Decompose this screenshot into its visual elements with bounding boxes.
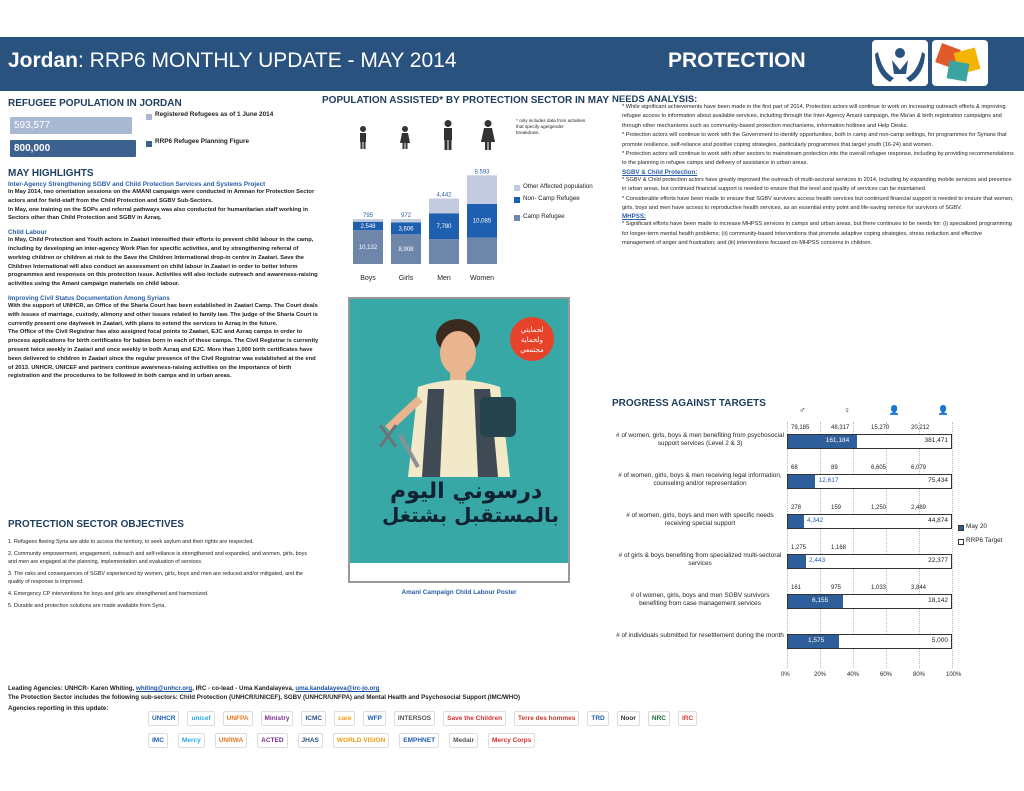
progress-person-icon: 👤 <box>937 405 949 415</box>
progress-person-icon: ♂ <box>799 405 806 415</box>
girl-icon <box>400 126 410 149</box>
amani-campaign-logo <box>932 40 988 86</box>
agency-logo: unicef <box>187 711 214 726</box>
pop-bar-label: 3,606 <box>398 226 414 233</box>
objective-4: 4. Emergency CP interventions for boys and girls are strengthened and harmonized. <box>8 591 209 597</box>
agency-logo: UNFPA <box>223 711 253 726</box>
progress-axis-tick: 60% <box>880 672 893 678</box>
needs-analysis-title: NEEDS ANALYSIS: <box>612 94 698 105</box>
progress-legend-swatch <box>958 539 964 545</box>
agency-logo: INTERSOS <box>394 711 435 726</box>
agencies-reporting-label: Agencies reporting in this update: <box>8 705 109 712</box>
progress-breakdown-value: 1,250 <box>871 505 887 511</box>
poster-caption: Amani Campaign Child Labour Poster <box>401 589 517 596</box>
agency-logo: WORLD VISION <box>333 733 389 748</box>
progress-target-bar <box>787 634 952 649</box>
progress-achieved-value: 6,155 <box>811 597 829 604</box>
pop-category-label: Girls <box>398 275 414 282</box>
progress-target-bar <box>787 434 952 449</box>
agency-logo: WFP <box>363 711 385 726</box>
agency-logo: care <box>334 711 355 726</box>
progress-target-value: 381,471 <box>924 437 948 444</box>
agency-logo: Noor <box>617 711 640 726</box>
legend-other-label: Other Affected population <box>523 183 593 190</box>
pop-bar-men-2 <box>429 198 459 213</box>
progress-breakdown-value: 3,844 <box>911 585 927 591</box>
progress-gridline <box>886 422 887 668</box>
amani-poster <box>348 297 570 583</box>
legend-camp-label: Camp Refugee <box>523 213 565 220</box>
agency-logos-row-2 <box>148 728 748 752</box>
registered-refugees-bar: 593,577 <box>10 117 132 134</box>
progress-breakdown-value: 6,605 <box>871 465 887 471</box>
agency-logo: Mercy Corps <box>488 733 535 748</box>
progress-breakdown-value: 1,033 <box>871 585 887 591</box>
highlight-paragraph-5: The Office of the Civil Registrar has also assigned focal points to Zaatari, EJC and Azraq camps in order to process applications for birth certificates for babies born in each of these camps. The Civil Registrar is currently present twice weekly in Zaatari and once weekly in both Azraq and EJC. More than 1,000 birth certificates have been delivered to children in Zaatari since the regular presence of the Civil Registrar was established at the end of 2013. UNHCR, UNICEF and partners continue awareness-raising activities on the importance of birth registration and the procedures to be followed in both camps and in urban areas. <box>8 329 319 380</box>
page-title: Jordan: RRP6 MONTHLY UPDATE - MAY 2014 <box>8 49 457 72</box>
boy-icon <box>360 126 366 149</box>
needs-heading-sgbv: SGBV & Child Protection: <box>622 168 698 176</box>
needs-paragraph-6: * Significant efforts have been made to increase MHPSS services in camps and urban areas, but there continues to be needs for: (i) specialized programming for longer-term mental health problems; (ii) community-based interventions that promote adaptive coping strategies, stress reduction and effective management of anger and frustration; and (iii) interventions focused on MHPSS concerns in children. <box>622 221 1012 247</box>
agency-logo: Medair <box>449 733 478 748</box>
pop-bar-label: 7,780 <box>436 224 452 231</box>
progress-target-value: 44,874 <box>928 517 948 524</box>
progress-legend-label: RRP6 Target <box>966 537 1003 544</box>
progress-axis-tick: 0% <box>781 672 790 678</box>
needs-paragraph-2: * Protection actors will continue to work with the Government to identify opportunities, both in camp and non-camp settings, for programmes for Syrians that promote resilience, self-reliance and positive coping strategies, particularly programmes that target youth (16-24) and women. <box>622 132 1007 148</box>
pop-category-label: Boys <box>360 275 376 282</box>
progress-target-bar <box>787 554 952 569</box>
legend-swatch-noncamp <box>514 197 520 203</box>
progress-target-value: 5,000 <box>931 637 948 644</box>
progress-axis-tick: 100% <box>946 672 962 678</box>
progress-target-bar <box>787 514 952 529</box>
progress-breakdown-value: 20,212 <box>911 425 930 431</box>
progress-breakdown-value: 1,275 <box>791 545 807 551</box>
highlight-heading-1: Inter-Agency Strengthening SGBV and Child Protection Services and Systems Project <box>8 181 266 188</box>
progress-row-label: # of women, girls, boys & men receiving legal information, counseling and/or representation <box>618 472 782 488</box>
refugee-population-title: REFUGEE POPULATION IN JORDAN <box>8 98 182 109</box>
protection-hands-icon <box>872 40 928 86</box>
highlight-heading-3: Improving Civil Status Documentation Among Syrians <box>8 294 170 302</box>
agency-logo: UNHCR <box>148 711 179 726</box>
poster-arabic-line-1: درسوني اليوم <box>390 479 543 504</box>
email-link-irc[interactable]: uma.kandalayeva@irc-jo.org <box>295 685 380 692</box>
progress-gridline <box>919 422 920 668</box>
agency-logo: Mercy <box>178 733 205 748</box>
needs-heading-mhpss: MHPSS: <box>622 213 647 221</box>
pop-bar-boys-2 <box>353 219 383 222</box>
pop-bar-label: 2,548 <box>360 223 376 230</box>
woman-icon <box>481 120 495 150</box>
needs-paragraph-1: * While significant achievements have been made in the first part of 2014, Protection actors will continue to work on increasing outreach efforts & improving refugee access to information about available services, including through the Inter-Agency Amani campaign, the Ma'an & birth registration campaigns and through other mechanisms such as community-based protection mechanisms, information hotlines and Help Desks. <box>622 104 1006 129</box>
progress-gridline <box>952 422 953 668</box>
registered-label: Registered Refugees as of 1 June 2014 <box>155 111 274 118</box>
objectives-title: PROTECTION SECTOR OBJECTIVES <box>8 519 184 530</box>
progress-breakdown-value: 6,079 <box>911 465 927 471</box>
header-bar <box>0 37 1024 91</box>
pop-bar-label: 8,593 <box>474 169 490 176</box>
agency-logo: JHAS <box>298 733 323 748</box>
agency-logo: IRC <box>678 711 697 726</box>
objective-5: 5. Durable and protection solutions are made available from Syria. <box>8 603 166 609</box>
progress-row-label: # of women, girls, boys & men benefiting from psychosocial support services (Level 2 & 3) <box>616 432 785 448</box>
progress-breakdown-value: 1,168 <box>831 545 847 551</box>
pop-bar-label: 795 <box>362 213 374 220</box>
pop-category-label: Men <box>437 275 451 282</box>
population-people-icons <box>345 118 505 158</box>
progress-achieved-value: 4,342 <box>806 517 824 524</box>
pop-bar-label: 4,442 <box>436 192 452 199</box>
progress-person-icon: ♀ <box>843 405 851 415</box>
agency-logo: Ministry <box>261 711 294 726</box>
pop-bar-girls-2 <box>391 219 421 222</box>
legend-swatch-planning <box>146 141 152 147</box>
pop-assisted-note: * only includes data from activities that specify age/gender breakdown. <box>516 118 586 135</box>
agency-logo: NRC <box>648 711 670 726</box>
objectives-list <box>8 538 308 610</box>
progress-achieved-fill <box>788 555 806 568</box>
planning-label: RRP6 Refugee Planning Figure <box>155 138 250 145</box>
pop-bar-women-0 <box>467 238 497 264</box>
progress-legend-swatch <box>958 525 964 531</box>
progress-achieved-fill <box>788 515 804 528</box>
poster-seal: لحمايتي ولحماية مجتمعي <box>510 317 554 361</box>
agency-logo: Terre des hommes <box>514 711 579 726</box>
progress-title: PROGRESS AGAINST TARGETS <box>612 398 766 409</box>
progress-chart <box>612 405 1024 678</box>
progress-target-value: 18,142 <box>928 597 948 604</box>
progress-row-label: # of individuals submitted for resettlement during the month <box>616 632 784 639</box>
pop-assisted-title: POPULATION ASSISTED* BY PROTECTION SECTOR IN MAY <box>322 95 610 106</box>
may-highlights-body <box>8 181 320 381</box>
progress-breakdown-value: 68 <box>791 465 798 471</box>
progress-breakdown-value: 278 <box>791 505 802 511</box>
progress-breakdown-value: 159 <box>831 505 842 511</box>
agency-logo: ACTED <box>257 733 287 748</box>
needs-paragraph-3: * Protection actors will continue to work with other sectors to mainstream protection into the overall refugee response, including by providing recommendations to the planning in refugee camps and delivery of assistance in urban areas. <box>622 151 1014 167</box>
progress-breakdown-value: 89 <box>831 465 838 471</box>
pop-bar-label: 972 <box>400 213 412 220</box>
progress-row-label: # of women, girls, boys and men SGBV survivors benefiting from case management services <box>630 592 770 608</box>
progress-axis-tick: 20% <box>814 672 827 678</box>
progress-gridline <box>853 422 854 668</box>
needs-paragraph-5: * Considerable efforts have been made to ensure that SGBV survivors access health services but continued financial support is needed to ensure that women, girls, boys and men have access to reproductive health services, as an essential entry point and life-saving service for survivors of SGBV. <box>622 195 1014 212</box>
highlight-paragraph-2: In May, one training on the SOPs and referral pathways was also conducted for humanitarian staff working in Sectors other than Child Protection and SGBV in Azraq. <box>8 206 309 222</box>
agency-logo: TRD <box>587 711 608 726</box>
progress-breakdown-value: 79,185 <box>791 425 810 431</box>
objective-3: 3. The risks and consequences of SGBV experienced by women, girls, boys and men are reduced and/or mitigated, and the quality of response is improved. <box>8 571 304 585</box>
email-link-unhcr[interactable]: whiting@unhcr.org <box>136 685 193 692</box>
legend-swatch-registered <box>146 114 152 120</box>
planning-figure-bar: 800,000 <box>10 140 136 157</box>
pop-bar-label: 10,085 <box>472 218 492 225</box>
poster-footer-logos <box>350 563 568 581</box>
poster-artwork <box>360 307 560 562</box>
progress-achieved-value: 161,184 <box>825 437 850 444</box>
poster-arabic-line-2: بالمستقبل بشتغل <box>382 503 559 527</box>
legend-swatch-other <box>514 185 520 191</box>
highlight-paragraph-1: In May 2014, two orientation sessions on the AMANI campaign were conducted in Amman for Protection Sector actors and for field-staff from the Child Protection and SGBV Sub-Sectors. <box>8 189 315 204</box>
pop-bar-men-0 <box>429 239 459 264</box>
progress-axis-tick: 40% <box>847 672 860 678</box>
progress-gridline <box>820 422 821 668</box>
progress-breakdown-value: 161 <box>791 585 802 591</box>
pop-bar-label: 10,132 <box>358 245 378 252</box>
progress-achieved-value: 12,617 <box>818 477 839 484</box>
progress-achieved-value: 2,443 <box>809 557 826 564</box>
agency-logo: UNRWA <box>215 733 247 748</box>
subsectors-text: The Protection Sector includes the following sub-sectors: Child Protection (UNHCR/UNICEF), SGBV (UNHCR/UNFPA) and Mental Health and Psychosocial Support (IMC/WHO) <box>8 694 521 701</box>
progress-breakdown-value: 975 <box>831 585 842 591</box>
leading-agencies: Leading Agencies: UNHCR- Karen Whiting, whiting@unhcr.org, IRC - co-lead - Uma Kandalayeva, uma.kandalayeva@irc-jo.org <box>8 685 380 692</box>
progress-achieved-fill <box>788 475 815 488</box>
pop-category-label: Women <box>470 275 494 282</box>
highlight-paragraph-4: With the support of UNHCR, an Office of the Sharia Court has been established in Zaatari Camp. The Court deals with issues of marriage, custody, alimony and other issues related to family law. The judge of the Sharia Court is currently present one day/week in Zaatari, with plans to extend the services to Azraq in the future. <box>8 302 318 327</box>
sector-title: PROTECTION <box>668 49 806 72</box>
progress-legend-label: May 20 <box>966 523 987 530</box>
progress-target-bar <box>787 474 952 489</box>
progress-gridline <box>787 422 788 668</box>
objective-1: 1. Refugees fleeing Syria are able to access the territory, to seek asylum and their rights are respected. <box>8 539 254 545</box>
agency-logo: IMC <box>148 733 168 748</box>
progress-target-value: 75,434 <box>928 477 948 484</box>
man-icon <box>444 120 452 150</box>
agency-logo: ICMC <box>301 711 326 726</box>
agency-logo: EMPHNET <box>399 733 439 748</box>
progress-person-icon: 👤 <box>888 405 900 415</box>
pop-bar-label: 8,908 <box>398 247 414 254</box>
objective-2: 2. Community empowerment, engagement, outreach and self-reliance is strengthened and expanded, and women, girls, boys and men are engaged at the planning, implementation and evaluation of services. <box>8 551 308 565</box>
legend-swatch-camp <box>514 215 520 221</box>
progress-achieved-value: 1,575 <box>807 637 825 644</box>
agency-logo: Save the Children <box>443 711 506 726</box>
highlight-heading-2: Child Labour <box>8 229 47 237</box>
agency-logos-row-1 <box>148 706 1018 730</box>
highlight-paragraph-3: In May, Child Protection and Youth actors in Zaatari intensified their efforts to prevent child labour in the camp, including by developing an inter-agency Work Plan for specific activities, and by strengthening referral of working children or children at risk to the Save the Children International drop-in centre in Zaatari. Save the Children International will also conduct an assessment on child labour in Zaatari in order to better inform programmes and responses on this protection issue. Activities will also include outreach and awareness-raising activities using the Amani campaign materials on child labour. <box>8 237 318 288</box>
pop-bar-women-2 <box>467 175 497 204</box>
progress-target-bar <box>787 594 952 609</box>
progress-axis-tick: 80% <box>913 672 926 678</box>
needs-analysis-body <box>622 103 1014 249</box>
progress-target-value: 22,377 <box>928 557 948 564</box>
progress-row-label: # of women, girls, boys and men with specific needs receiving special support <box>626 512 774 528</box>
progress-row-label: # of girls & boys benefiting from specialized multi-sectoral services <box>618 552 782 568</box>
progress-breakdown-value: 15,270 <box>871 425 890 431</box>
needs-paragraph-4: * SGBV & Child protection actors have greatly improved the outreach of multi-sectoral services in 2014, including by expanding mobile services and presence in urban areas, but continued financial support is needed to ensure that the level and quality of services can be maintained. <box>622 176 1012 193</box>
progress-breakdown-value: 48,317 <box>831 425 850 431</box>
pop-legend <box>514 183 604 221</box>
may-highlights-title: MAY HIGHLIGHTS <box>8 168 94 179</box>
progress-breakdown-value: 2,489 <box>911 505 927 511</box>
legend-noncamp-label: Non- Camp Refugee <box>523 195 580 202</box>
population-assisted-chart <box>345 160 515 288</box>
